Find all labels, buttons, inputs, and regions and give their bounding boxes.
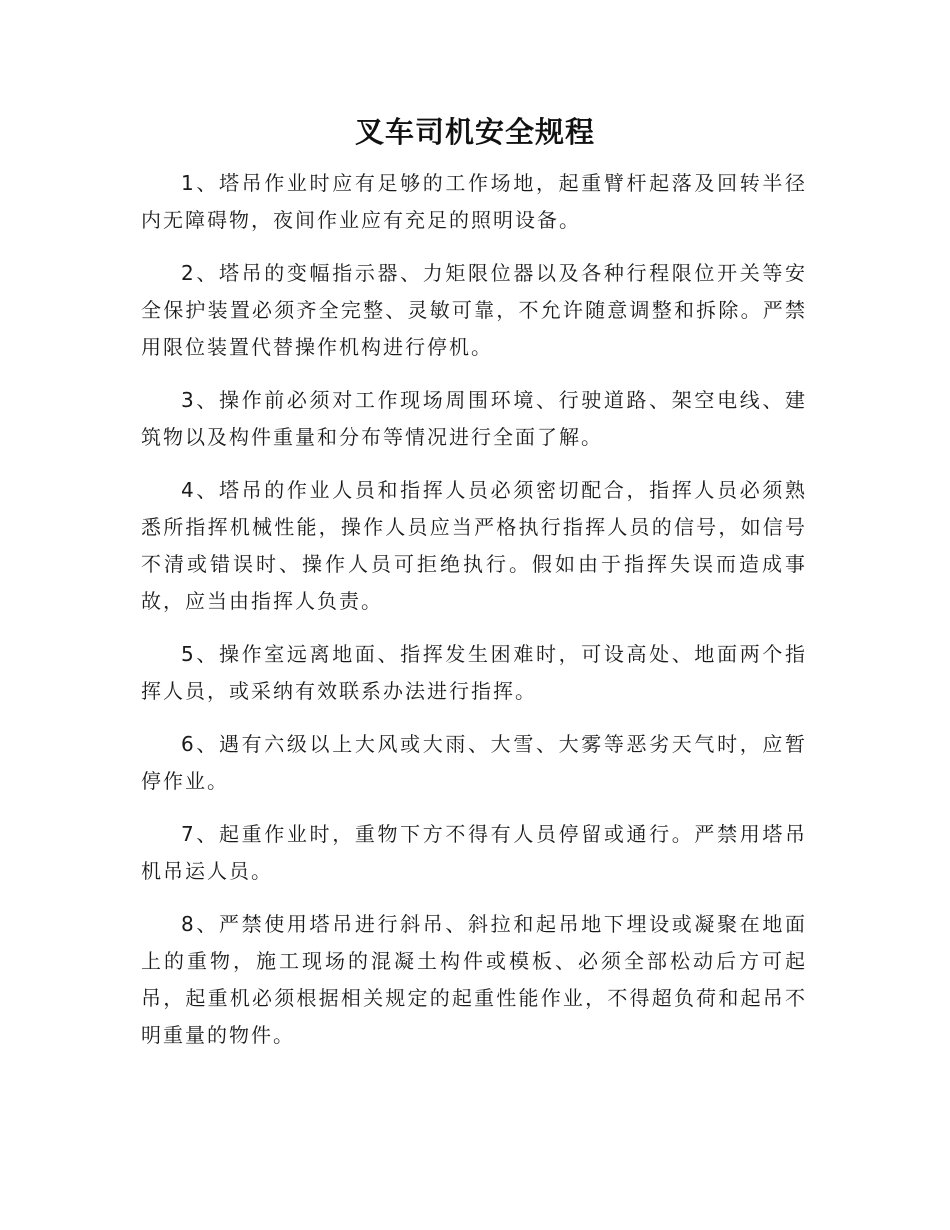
paragraph-3: 3、操作前必须对工作现场周围环境、行驶道路、架空电线、建筑物以及构件重量和分布等情况进行全面了解。 <box>141 388 807 449</box>
paragraph-4: 4、塔吊的作业人员和指挥人员必须密切配合，指挥人员必须熟悉所指挥机械性能，操作人员应当严格执行指挥人员的信号，如信号不清或错误时、操作人员可拒绝执行。假如由于指挥失误而造成事故，应当由指挥人负责。 <box>141 478 807 613</box>
paragraph-2: 2、塔吊的变幅指示器、力矩限位器以及各种行程限位开关等安全保护装置必须齐全完整、灵敏可靠，不允许随意调整和拆除。严禁用限位装置代替操作机构进行停机。 <box>141 261 807 359</box>
paragraph-8: 8、严禁使用塔吊进行斜吊、斜拉和起吊地下埋设或凝聚在地面上的重物，施工现场的混凝土构件或模板、必须全部松动后方可起吊，起重机必须根据相关规定的起重性能作业，不得超负荷和起吊不明重量的物件。 <box>141 912 807 1047</box>
paragraph-7: 7、起重作业时，重物下方不得有人员停留或通行。严禁用塔吊机吊运人员。 <box>141 822 807 883</box>
paragraph-5: 5、操作室远离地面、指挥发生困难时，可设高处、地面两个指挥人员，或采纳有效联系办法进行指挥。 <box>141 642 807 703</box>
paragraph-1: 1、塔吊作业时应有足够的工作场地，起重臂杆起落及回转半径内无障碍物，夜间作业应有充足的照明设备。 <box>141 171 807 232</box>
document-title: 叉车司机安全规程 <box>354 115 595 149</box>
document-body <box>141 165 807 1070</box>
paragraph-6: 6、遇有六级以上大风或大雨、大雪、大雾等恶劣天气时，应暂停作业。 <box>141 732 807 793</box>
